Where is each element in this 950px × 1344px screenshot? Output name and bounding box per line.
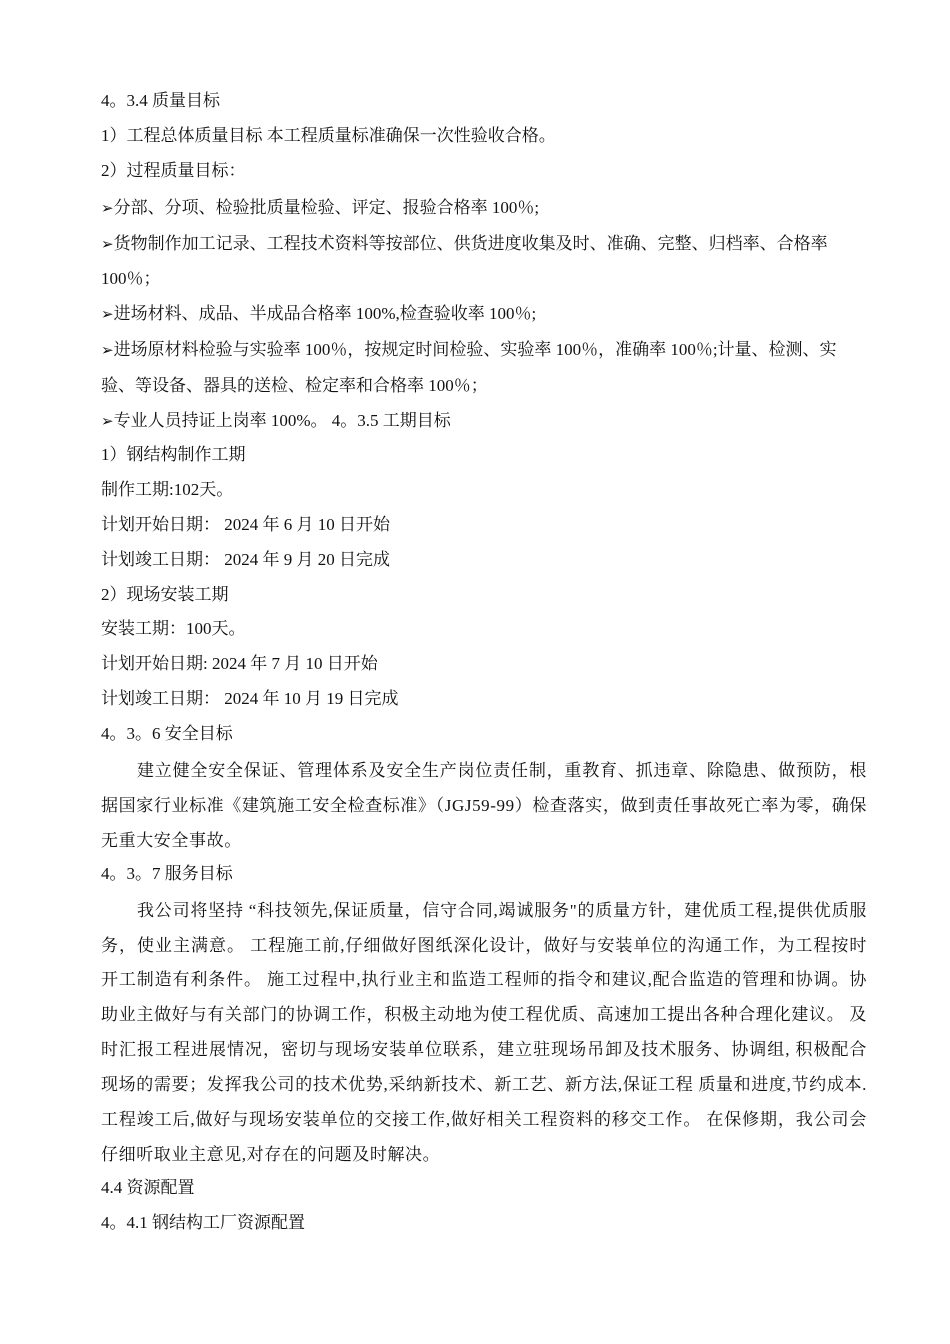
bullet-text: 专业人员持证上岗率 100%。 4。3.5 工期目标	[113, 411, 451, 431]
section-heading-resource-allocation: 4.4 资源配置	[101, 1177, 195, 1197]
arrow-bullet-icon: ➢	[101, 200, 114, 217]
bullet-text: 分部、分项、检验批质量检验、评定、报验合格率 100％;	[113, 197, 540, 217]
steel-fabrication-duration: 制作工期:102天。	[101, 479, 234, 499]
arrow-bullet-icon: ➢	[101, 236, 114, 253]
quality-bullet-list	[101, 191, 867, 440]
installation-duration: 安装工期：100天。	[101, 619, 246, 639]
overall-quality-target: 1）工程总体质量目标 本工程质量标准确保一次性验收合格。	[101, 125, 556, 145]
document-page	[101, 86, 867, 1243]
steel-planned-completion: 计划竣工日期： 2024 年 9 月 20 日完成	[101, 549, 390, 569]
steel-fabrication-period-heading: 1）钢结构制作工期	[101, 445, 246, 465]
bullet-text: 进场原材料检验与实验率 100％，按规定时间检验、实验率 100％，准确率 100％;计量、检测、实验、等设备、器具的送检、检定率和合格率 100％；	[101, 340, 837, 396]
section-heading-service-target: 4。3。7 服务目标	[101, 863, 233, 883]
steel-planned-start: 计划开始日期： 2024 年 6 月 10 日开始	[101, 514, 390, 534]
arrow-bullet-icon: ➢	[101, 414, 114, 431]
bullet-item	[101, 191, 867, 227]
section-heading-quality-target: 4。3.4 质量目标	[101, 91, 220, 110]
bullet-item	[101, 404, 867, 440]
bullet-text: 货物制作加工记录、工程技术资料等按部位、供货进度收集及时、准确、完整、归档率、合格率 100％；	[101, 233, 828, 289]
installation-planned-completion: 计划竣工日期： 2024 年 10 月 19 日完成	[101, 689, 399, 709]
bullet-item	[101, 297, 867, 333]
section-heading-safety-target: 4。3。6 安全目标	[101, 724, 233, 744]
arrow-bullet-icon: ➢	[101, 307, 114, 324]
site-installation-period-heading: 2）现场安装工期	[101, 584, 229, 604]
bullet-item	[101, 333, 867, 404]
bullet-text: 进场材料、成品、半成品合格率 100%,检查验收率 100％;	[113, 304, 537, 324]
section-heading-factory-resources: 4。4.1 钢结构工厂资源配置	[101, 1212, 305, 1232]
service-target-paragraph: 我公司将坚持 “科技领先,保证质量，信守合同,竭诚服务"的质量方针，建优质工程,提供优质服务，使业主满意。 工程施工前,仔细做好图纸深化设计，做好与安装单位的沟通工作，为工程按时开工制造有利条件。 施工过程中,执行业主和监造工程师的指令和建议,配合监造的管理和协调。协助业主做好与有关部门的协调工作，积极主动地为使工程优质、高速加工提出各种合理化建议。 及时汇报工程进展情况，密切与现场安装单位联系，建立驻现场吊卸及技术服务、协调组, 积极配合现场的需要；发挥我公司的技术优势,采纳新技术、新工艺、新方法,保证工程 质量和进度,节约成本.工程竣工后,做好与现场安装单位的交接工作,做好相关工程资料的移交工作。 在保修期，我公司会仔细听取业主意见,对存在的问题及时解决。	[101, 900, 867, 1164]
safety-target-paragraph: 建立健全安全保证、管理体系及安全生产岗位责任制，重教育、抓违章、除隐患、做预防，根据国家行业标准《建筑施工安全检查标准》（JGJ59-99）检查落实，做到责任事故死亡率为零，确保无重大安全事故。	[101, 761, 867, 850]
process-quality-target-heading: 2）过程质量目标：	[101, 160, 246, 180]
installation-planned-start: 计划开始日期: 2024 年 7 月 10 日开始	[101, 654, 378, 674]
bullet-item	[101, 227, 867, 298]
arrow-bullet-icon: ➢	[101, 343, 114, 360]
